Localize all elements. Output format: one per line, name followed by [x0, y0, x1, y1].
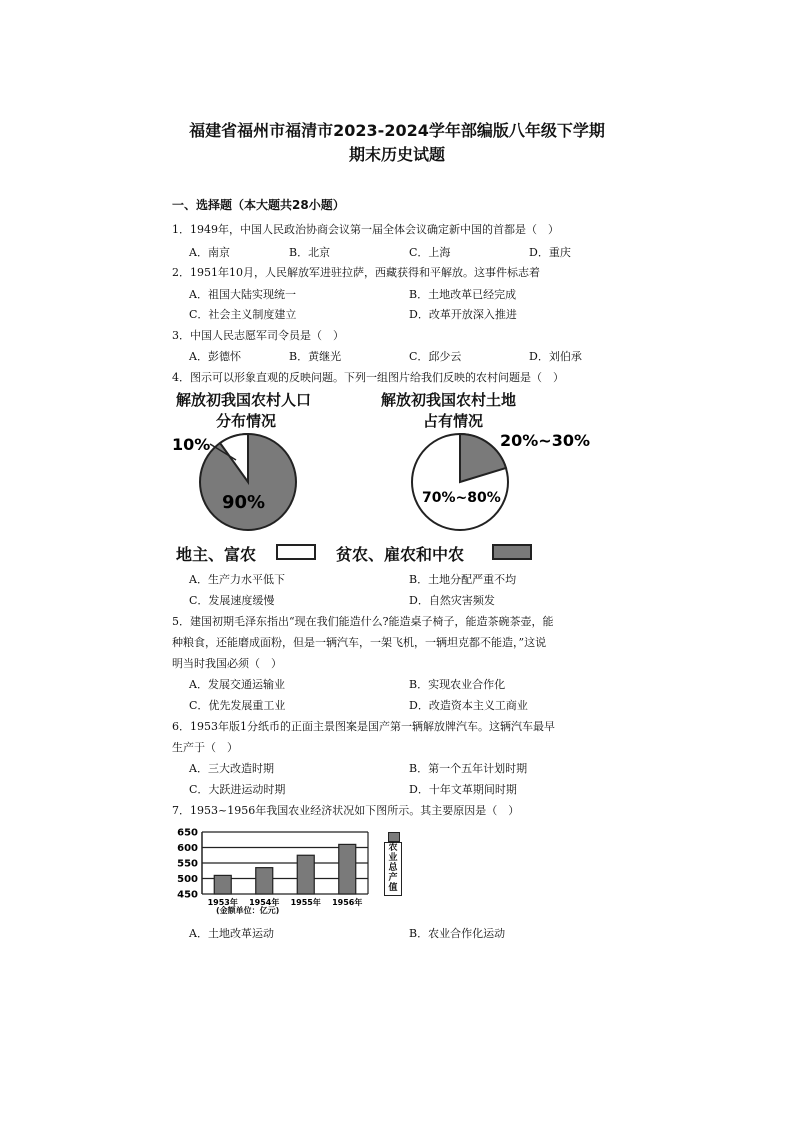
pie2-title-line2: 占有情况: [423, 412, 484, 430]
q7-option-a: A．土地改革运动: [189, 927, 274, 940]
question-6-stem-line1: 6．1953年版1分纸币的正面主景图案是国产第一辆解放牌汽车。这辆汽车最早: [172, 720, 555, 733]
q5-option-d: D．改造资本主义工商业: [409, 699, 528, 712]
question-6-stem-line2: 生产于（ ）: [172, 741, 238, 754]
legend-swatch-white: [276, 544, 316, 560]
q3-option-a: A．彭德怀: [189, 350, 241, 363]
section-heading: 一、选择题（本大题共28小题）: [172, 198, 345, 212]
q7-option-b: B．农业合作化运动: [409, 927, 506, 940]
pie1: [200, 434, 296, 530]
q1-option-c: C．上海: [409, 246, 451, 259]
question-2-stem: 2．1951年10月，人民解放军进驻拉萨，西藏获得和平解放。这事件标志着: [172, 266, 540, 279]
q4-option-c: C．发展速度缓慢: [189, 594, 275, 607]
page-title-line1: 福建省福州市福清市2023-2024学年部编版八年级下学期: [189, 121, 605, 140]
q1-option-b: B．北京: [289, 246, 331, 259]
q4-pie-charts: [170, 430, 600, 540]
q3-option-d: D．刘伯承: [529, 350, 582, 363]
q4-option-a: A．生产力水平低下: [189, 573, 285, 586]
q2-option-b: B．土地改革已经完成: [409, 288, 517, 301]
q6-option-d: D．十年文革期间时期: [409, 783, 517, 796]
q1-option-a: A．南京: [189, 246, 230, 259]
pie1-label-90: 90%: [222, 492, 266, 513]
q5-option-b: B．实现农业合作化: [409, 678, 506, 691]
question-7-stem: 7．1953~1956年我国农业经济状况如下图所示。其主要原因是（ ）: [172, 804, 520, 817]
chart-xtick-label: 1953年: [207, 898, 238, 907]
chart-ytick-label: 650: [177, 827, 198, 839]
q4-option-d: D．自然灾害频发: [409, 594, 495, 607]
q3-option-c: C．邱少云: [409, 350, 462, 363]
pie2-title-line1: 解放初我国农村土地: [381, 391, 517, 409]
chart-legend-box: [384, 842, 402, 896]
pie2-label-70-80: 70%~80%: [422, 490, 501, 506]
question-1-stem: 1．1949年，中国人民政治协商会议第一届全体会议确定新中国的首都是（ ）: [172, 223, 559, 236]
page-title-line2: 期末历史试题: [348, 145, 445, 164]
chart-bar: [256, 868, 273, 894]
chart-xtick-label: 1956年: [332, 898, 363, 907]
legend-label-landlord: 地主、富农: [176, 545, 257, 564]
chart-bar: [339, 844, 356, 894]
q4-option-b: B．土地分配严重不均: [409, 573, 517, 586]
question-4-stem: 4．图示可以形象直观的反映问题。下列一组图片给我们反映的农村问题是（ ）: [172, 371, 564, 384]
question-5-stem-line3: 明当时我国必须（ ）: [172, 657, 282, 670]
chart-legend-label: 农 业 总 产 值: [388, 843, 398, 893]
chart-xtick-label: 1954年: [249, 898, 280, 907]
pie1-title-line2: 分布情况: [216, 412, 277, 430]
chart-ytick-label: 500: [177, 874, 198, 885]
pie2: [412, 434, 508, 530]
pie1-label-10: 10%: [172, 435, 211, 454]
chart-ytick-label: 600: [177, 843, 198, 854]
q6-option-b: B．第一个五年计划时期: [409, 762, 528, 775]
pie2-label-20-30: 20%~30%: [500, 431, 590, 450]
pie1-title-line1: 解放初我国农村人口: [176, 391, 312, 409]
chart-bar: [214, 875, 231, 894]
q2-option-a: A．祖国大陆实现统一: [189, 288, 296, 301]
q5-option-c: C．优先发展重工业: [189, 699, 286, 712]
chart-ytick-label: 450: [177, 889, 198, 901]
q2-option-c: C．社会主义制度建立: [189, 308, 297, 321]
q2-option-d: D．改革开放深入推进: [409, 308, 517, 321]
chart-ytick-label: 550: [177, 858, 198, 870]
q5-option-a: A．发展交通运输业: [189, 678, 285, 691]
q3-option-b: B．黄继光: [289, 350, 342, 363]
question-3-stem: 3．中国人民志愿军司令员是（ ）: [172, 329, 344, 342]
legend-swatch-gray: [492, 544, 532, 560]
chart-xtick-label: 1955年: [290, 898, 321, 907]
q1-option-d: D．重庆: [529, 246, 571, 259]
q6-option-a: A．三大改造时期: [189, 762, 274, 775]
question-5-stem-line1: 5．建国初期毛泽东指出“现在我们能造什么?能造桌子椅子，能造茶碗茶壶，能: [172, 615, 554, 628]
chart-legend-swatch: [388, 832, 400, 842]
chart-unit-note: (金额单位：亿元): [216, 906, 280, 915]
q6-option-c: C．大跃进运动时期: [189, 783, 286, 796]
question-5-stem-line2: 种粮食，还能磨成面粉，但是一辆汽车，一架飞机，一辆坦克都不能造，”这说: [172, 636, 547, 649]
q7-bar-chart: [168, 826, 408, 922]
chart-bar: [297, 855, 314, 894]
legend-label-peasants: 贫农、雇农和中农: [336, 545, 465, 564]
